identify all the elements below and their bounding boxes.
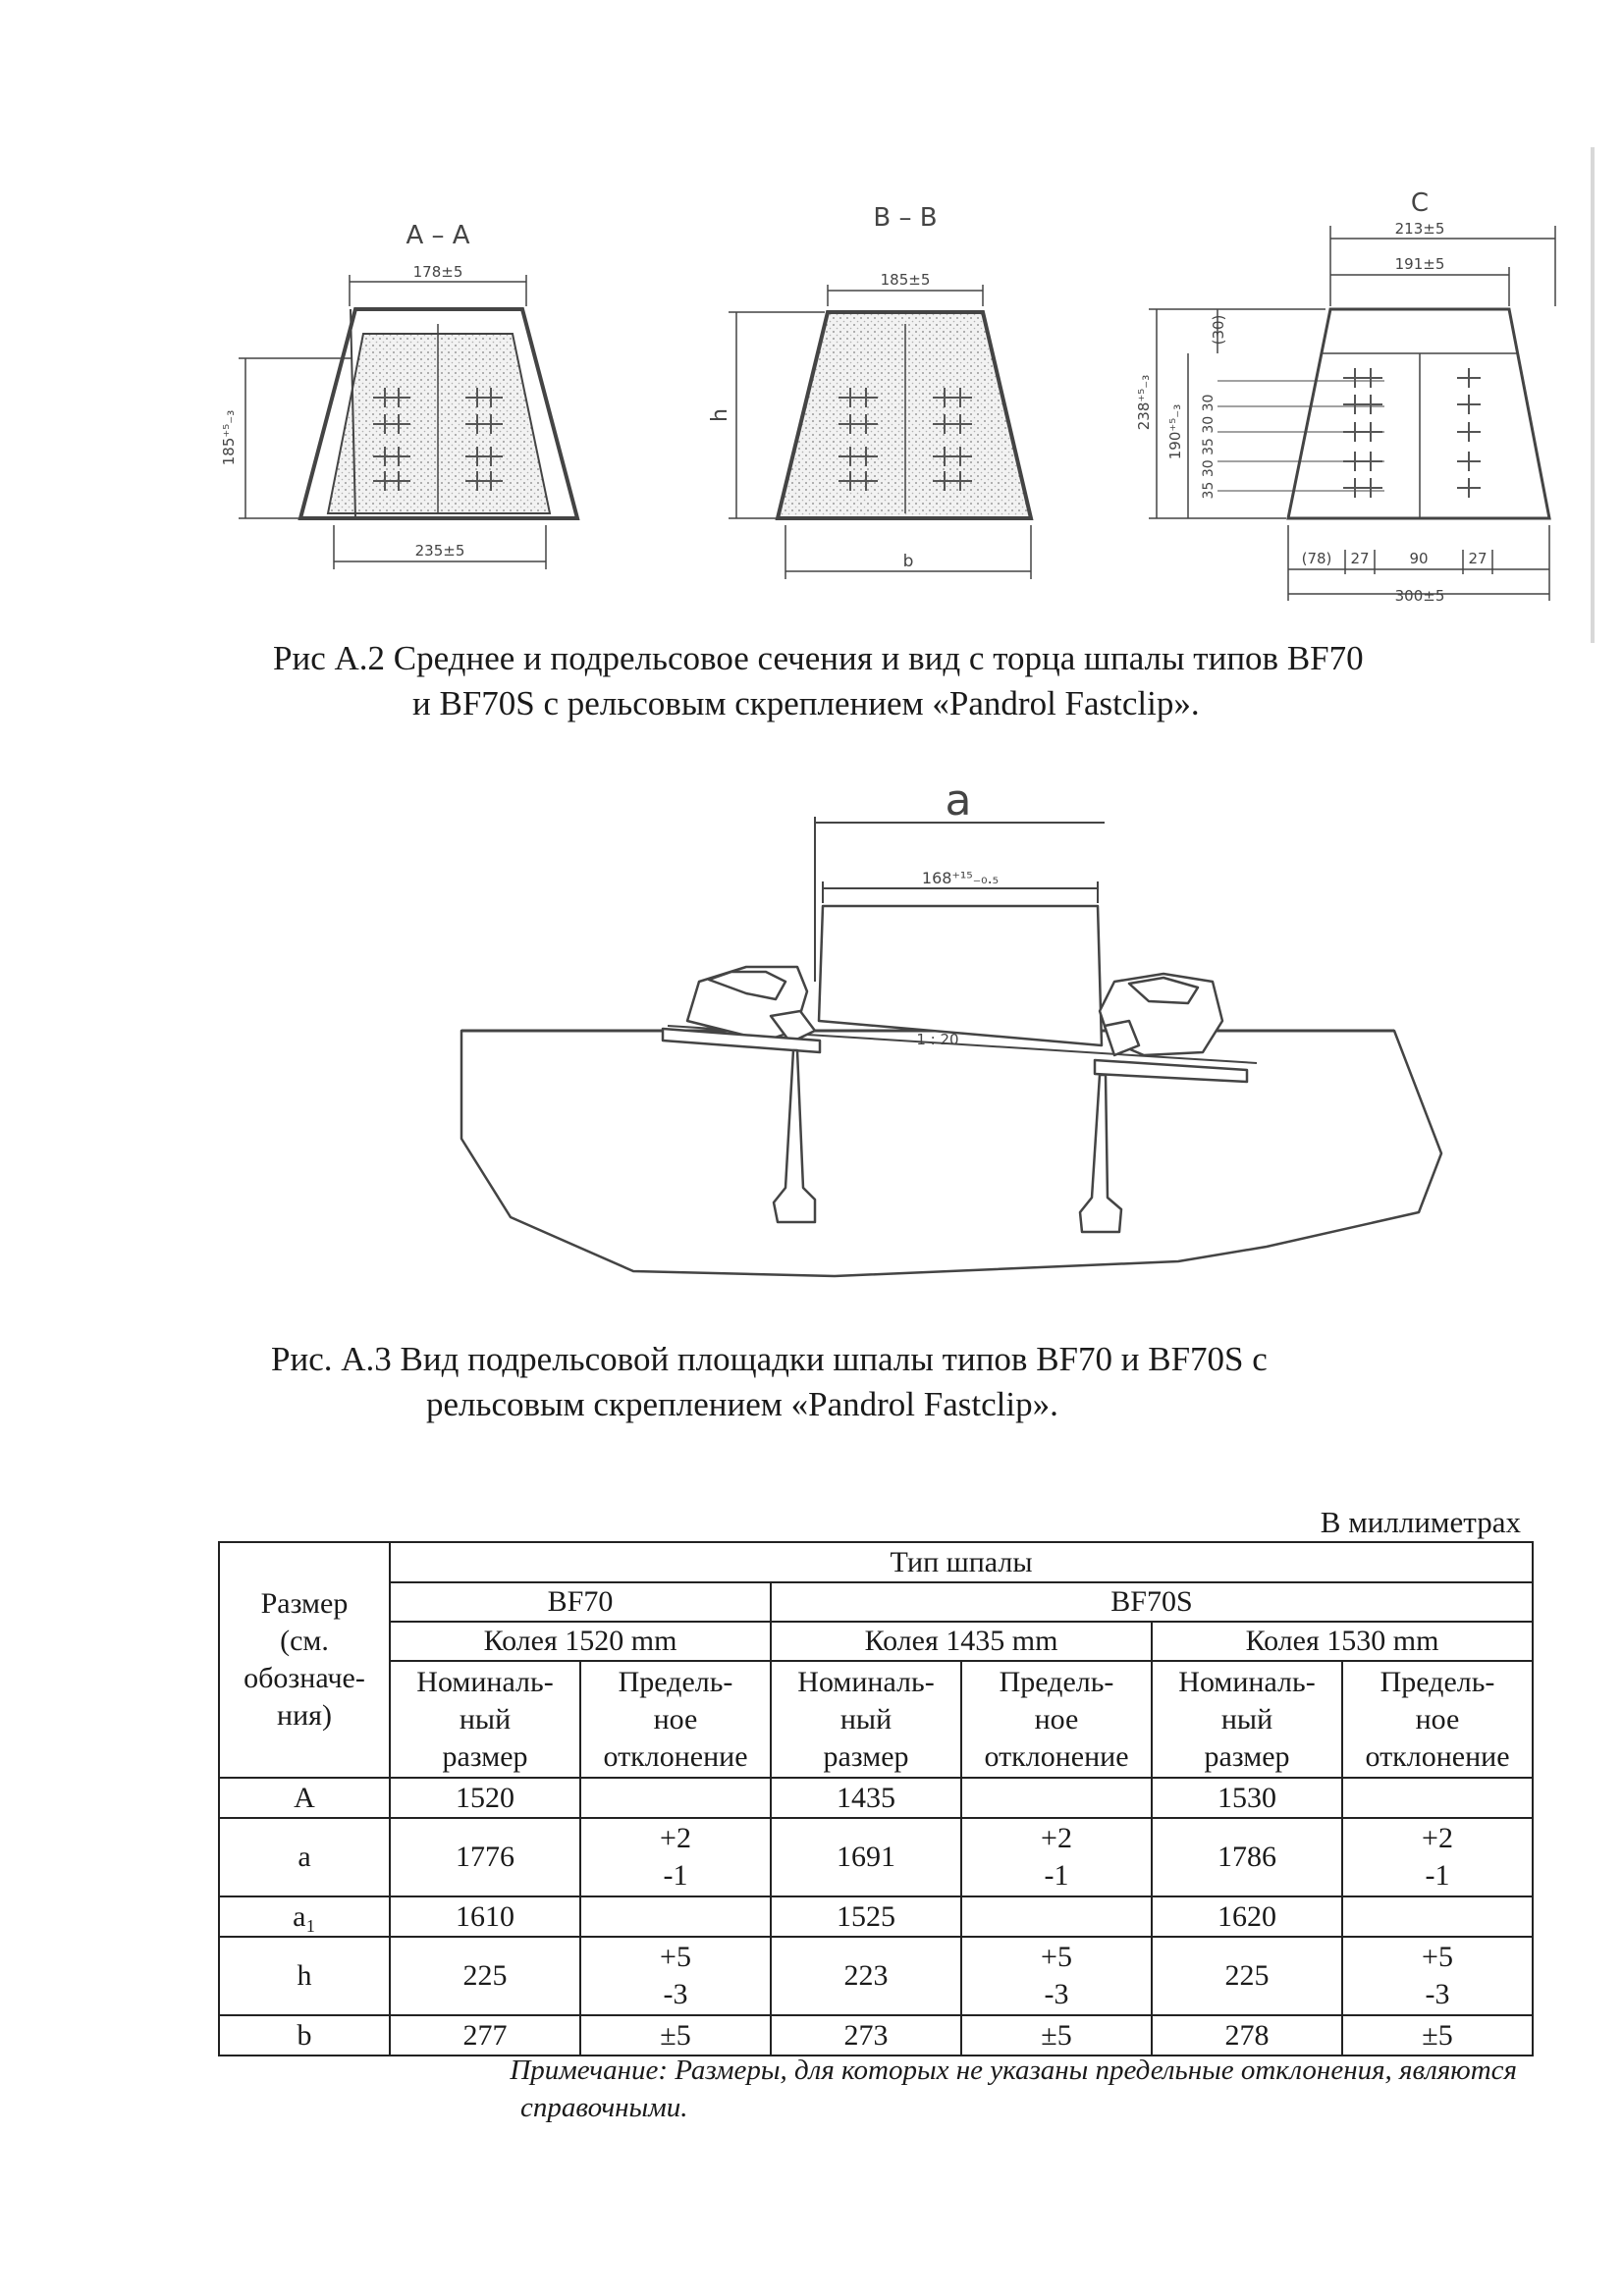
view-c-height-inner: 190⁺⁵₋₃ (1166, 403, 1184, 460)
view-c-top-inner-dim: 191±5 (1394, 255, 1445, 273)
view-aa-top-dim: 178±5 (412, 263, 463, 281)
deviation-value: ±5 (1342, 2015, 1533, 2056)
table-body (219, 1778, 1533, 2056)
header-bf70s: BF70S (771, 1582, 1533, 1622)
nominal-value: 273 (771, 2015, 961, 2056)
view-c-bottom-part-1: (78) (1301, 550, 1332, 567)
view-c-top-outer-dim: 213±5 (1394, 220, 1445, 238)
view-c-bottom-dim: 300±5 (1394, 587, 1445, 605)
view-aa (239, 275, 577, 569)
header-gauge-1530: Колея 1530 mm (1152, 1622, 1533, 1661)
nominal-value: 1786 (1152, 1818, 1342, 1896)
nominal-value: 1610 (390, 1896, 580, 1937)
figure-a2-caption-line1: Рис А.2 Среднее и подрельсовое сечения и вид с торца шпалы типов BF70 (273, 639, 1364, 677)
deviation-value: +2 -1 (961, 1818, 1152, 1896)
figure-a3-caption-line1: Рис. А.3 Вид подрельсовой площадки шпалы типов BF70 и BF70S с (271, 1340, 1268, 1378)
header-deviation: Предель- ное отклонение (961, 1661, 1152, 1778)
deviation-value (1342, 1896, 1533, 1937)
nominal-value: 1530 (1152, 1778, 1342, 1818)
table-row (219, 1778, 1533, 1818)
figure-a3-caption-line2: рельсовым скреплением «Pandrol Fastclip». (426, 1385, 1058, 1423)
view-c-band-dim: (30) (1210, 314, 1227, 346)
figure-a3-dim-rail: 168⁺¹⁵₋₀.₅ (921, 869, 1000, 887)
table-row (219, 1896, 1533, 1937)
view-aa-bottom-dim: 235±5 (414, 542, 465, 560)
header-deviation: Предель- ное отклонение (580, 1661, 771, 1778)
view-c-title: C (1410, 188, 1430, 218)
deviation-value: +2 -1 (580, 1818, 771, 1896)
deviation-value (961, 1778, 1152, 1818)
deviation-value (961, 1896, 1152, 1937)
header-gauge-1520: Колея 1520 mm (390, 1622, 771, 1661)
view-c-spacing: 35 30 35 30 30 (1201, 394, 1217, 500)
deviation-value (580, 1778, 771, 1818)
view-bb-top-dim: 185±5 (880, 271, 931, 289)
nominal-value: 225 (1152, 1937, 1342, 2015)
view-bb-title: B – B (873, 203, 938, 233)
dimensions-table (218, 1541, 1534, 2056)
nominal-value: 1435 (771, 1778, 961, 1818)
page-edge-line (1591, 147, 1595, 643)
figure-a3-caption (271, 1337, 1268, 1427)
view-bb-height-dim: h (708, 408, 732, 422)
table-row (219, 2015, 1533, 2056)
table-units: В миллиметрах (1320, 1505, 1521, 1539)
deviation-value (1342, 1778, 1533, 1818)
header-size: Размер (см. обозначе- ния) (219, 1542, 390, 1778)
deviation-value: ±5 (580, 2015, 771, 2056)
header-bf70: BF70 (390, 1582, 771, 1622)
figure-a2-caption-line2: и BF70S с рельсовым скреплением «Pandrol Fastclip». (412, 684, 1200, 722)
deviation-value: +5 -3 (1342, 1937, 1533, 2015)
view-c-bottom-part-4: 27 (1468, 550, 1488, 567)
header-nominal: Номиналь- ный размер (771, 1661, 961, 1778)
figure-a2-caption (273, 636, 1364, 726)
header-nominal: Номиналь- ный размер (1152, 1661, 1342, 1778)
figure-a3-slope: 1 : 20 (916, 1031, 959, 1048)
view-bb-bottom-dim: b (902, 552, 914, 571)
nominal-value: 1691 (771, 1818, 961, 1896)
table-note-line2: справочными. (520, 2092, 688, 2123)
deviation-value: ±5 (961, 2015, 1152, 2056)
header-deviation: Предель- ное отклонение (1342, 1661, 1533, 1778)
view-aa-title: A – A (406, 221, 470, 250)
header-type: Тип шпалы (390, 1542, 1533, 1582)
deviation-value: +5 -3 (961, 1937, 1152, 2015)
view-aa-height-dim: 185⁺⁵₋₃ (220, 409, 238, 466)
table-note-line1: Примечание: Размеры, для которых не указаны предельные отклонения, являются (510, 2055, 1517, 2086)
table-note (0, 2052, 1517, 2126)
nominal-value: 277 (390, 2015, 580, 2056)
view-c-bottom-part-3: 90 (1409, 550, 1429, 567)
view-c-bottom-part-2: 27 (1350, 550, 1370, 567)
row-label: h (219, 1937, 390, 2015)
row-label: A (219, 1778, 390, 1818)
deviation-value: +5 -3 (580, 1937, 771, 2015)
table-row (219, 1818, 1533, 1896)
deviation-value (580, 1896, 771, 1937)
row-label: b (219, 2015, 390, 2056)
nominal-value: 1620 (1152, 1896, 1342, 1937)
nominal-value: 1525 (771, 1896, 961, 1937)
figure-a3-drawing (0, 775, 1623, 1325)
nominal-value: 223 (771, 1937, 961, 2015)
header-nominal: Номиналь- ный размер (390, 1661, 580, 1778)
nominal-value: 225 (390, 1937, 580, 2015)
header-gauge-1435: Колея 1435 mm (771, 1622, 1152, 1661)
figure-a3-dim-a: a (945, 775, 972, 826)
nominal-value: 278 (1152, 2015, 1342, 2056)
view-bb (729, 285, 1031, 579)
row-label: a₁ (219, 1896, 390, 1937)
deviation-value: +2 -1 (1342, 1818, 1533, 1896)
view-c-height-total: 238⁺⁵₋₃ (1135, 374, 1153, 431)
row-label: a (219, 1818, 390, 1896)
nominal-value: 1776 (390, 1818, 580, 1896)
nominal-value: 1520 (390, 1778, 580, 1818)
table-row (219, 1937, 1533, 2015)
